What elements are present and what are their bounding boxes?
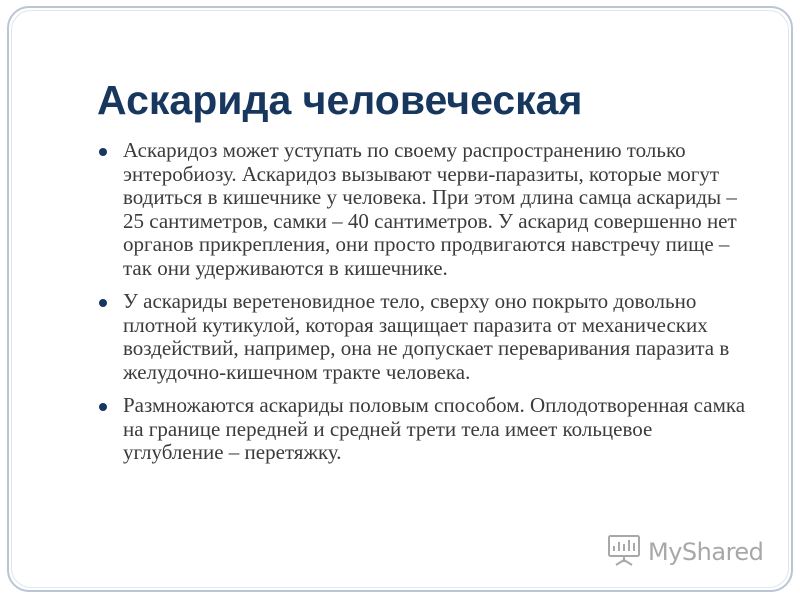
bullet-dot-icon [99,403,107,411]
bullet-list [97,139,757,475]
watermark [606,532,763,572]
slide-frame [7,6,793,592]
bullet-text: У аскариды веретеновидное тело, сверху оно покрыто довольно плотной кутикулой, которая защищает паразита от механических воздействий, например, она не допускает переваривания паразита в желудочно-кишечном тракте человека. [123,289,730,384]
bullet-dot-icon [99,299,107,307]
bullet-text: Размножаются аскариды половым способом. Оплодотворенная самка на границе передней и средней трети тела имеет кольцевое углубление – перетяжку. [123,393,746,464]
bullet-dot-icon [99,148,107,156]
bullet-item [97,394,757,465]
bullet-item [97,139,757,280]
bullet-item [97,290,757,384]
slide-title: Аскарида человеческая [97,77,583,123]
presentation-board-icon [606,532,642,573]
watermark-logo-text: MyShared [648,538,764,566]
bullet-text: Аскаридоз может уступать по своему распространению только энтеробиозу. Аскаридоз вызывают черви-паразиты, которые могут водиться в кишечнике у человека. При этом длина самца аскариды – 25 сантиметров, самки – 40 сантиметров. У аскарид совершенно нет органов прикрепления, они просто продвигаются навстречу пище – так они удерживаются в кишечнике. [123,138,737,280]
